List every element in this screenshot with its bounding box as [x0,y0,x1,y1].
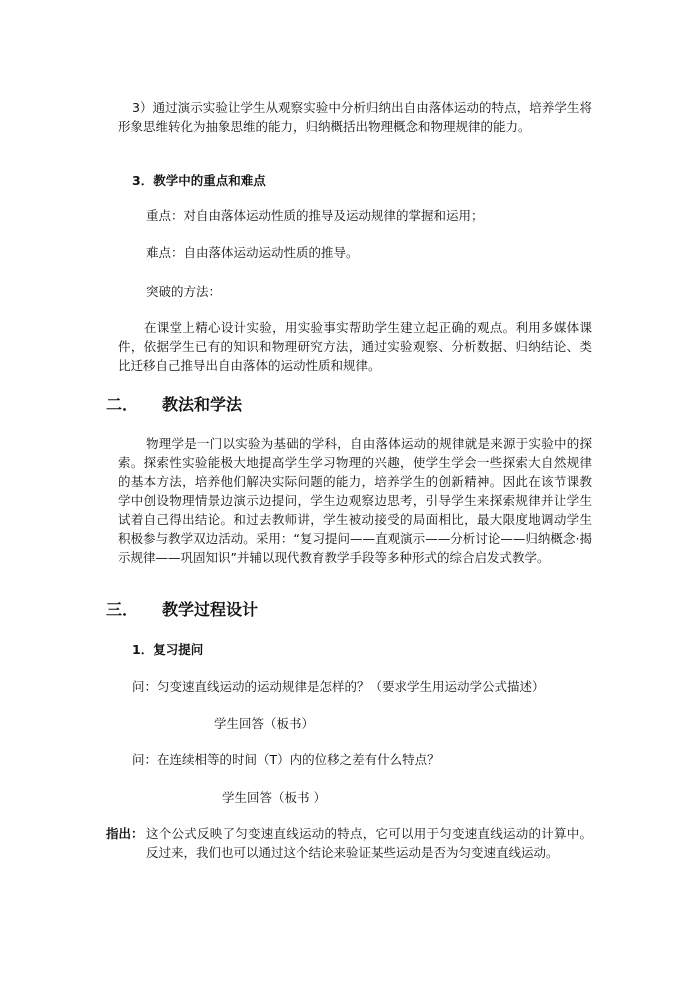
part-2-paragraph: 物理学是一门以实验为基础的学科，自由落体运动的规律就是来源于实验中的探索。探索性实验能极大地提高学生学习物理的兴趣，使学生学会一些探索大自然规律的基本方法，培养他们解决实际问题的能力，培养学生的创新精神。因此在该节课教学中创设物理情景边演示边提问，学生边观察边思考，引导学生来探索规律并让学生试着自己得出结论。和过去教师讲，学生被动接受的局面相比，最大限度地调动学生积极参与教学双边活动。采用：“复习提问——直观演示——分析讨论——归纳概念·揭示规律——巩固知识”并辅以现代教育教学手段等多种形式的综合启发式教学。 [118,436,592,565]
objective-3-paragraph: 3）通过演示实验让学生从观察实验中分析归纳出自由落体运动的特点，培养学生将形象思维转化为抽象思维的能力，归纳概括出物理概念和物理规律的能力。 [118,100,592,134]
part-3-heading [106,599,258,621]
difficult-point-text: 难点：自由落体运动运动性质的推导。 [146,245,359,260]
answer-1: 学生回答（板书） [214,716,315,731]
key-point-text: 重点：对自由落体运动性质的推导及运动规律的掌握和运用； [146,208,484,223]
question-1: 问：匀变速直线运动的运动规律是怎样的？（要求学生用运动学公式描述） [132,679,545,694]
part-3-number: 三． [106,600,139,619]
part-3-title: 教学过程设计 [162,600,259,619]
breakthrough-paragraph: 在课堂上精心设计实验，用实验事实帮助学生建立起正确的观点。利用多媒体课件，依据学生已有的知识和物理研究方法，通过实验观察、分析数据、归纳结论、类比迁移自己推导出自由落体的运动性质和规律。 [118,320,592,373]
part-2-number: 二． [106,395,139,414]
subsection-1-heading: 1．复习提问 [132,642,204,657]
part-2-title: 教法和学法 [162,395,243,414]
point-out-label: 指出： [106,826,144,841]
section-3-heading: 3．教学中的重点和难点 [132,173,266,188]
point-out-paragraph: 这个公式反映了匀变速直线运动的特点，它可以用于匀变速直线运动的计算中。反过来，我们也可以通过这个结论来验证某些运动是否为匀变速直线运动。 [146,826,592,860]
breakthrough-label: 突破的方法： [146,284,222,299]
part-2-heading [106,394,242,416]
answer-2: 学生回答（板书 ） [222,790,326,805]
question-2: 问：在连续相等的时间（T）内的位移之差有什么特点？ [132,752,440,767]
